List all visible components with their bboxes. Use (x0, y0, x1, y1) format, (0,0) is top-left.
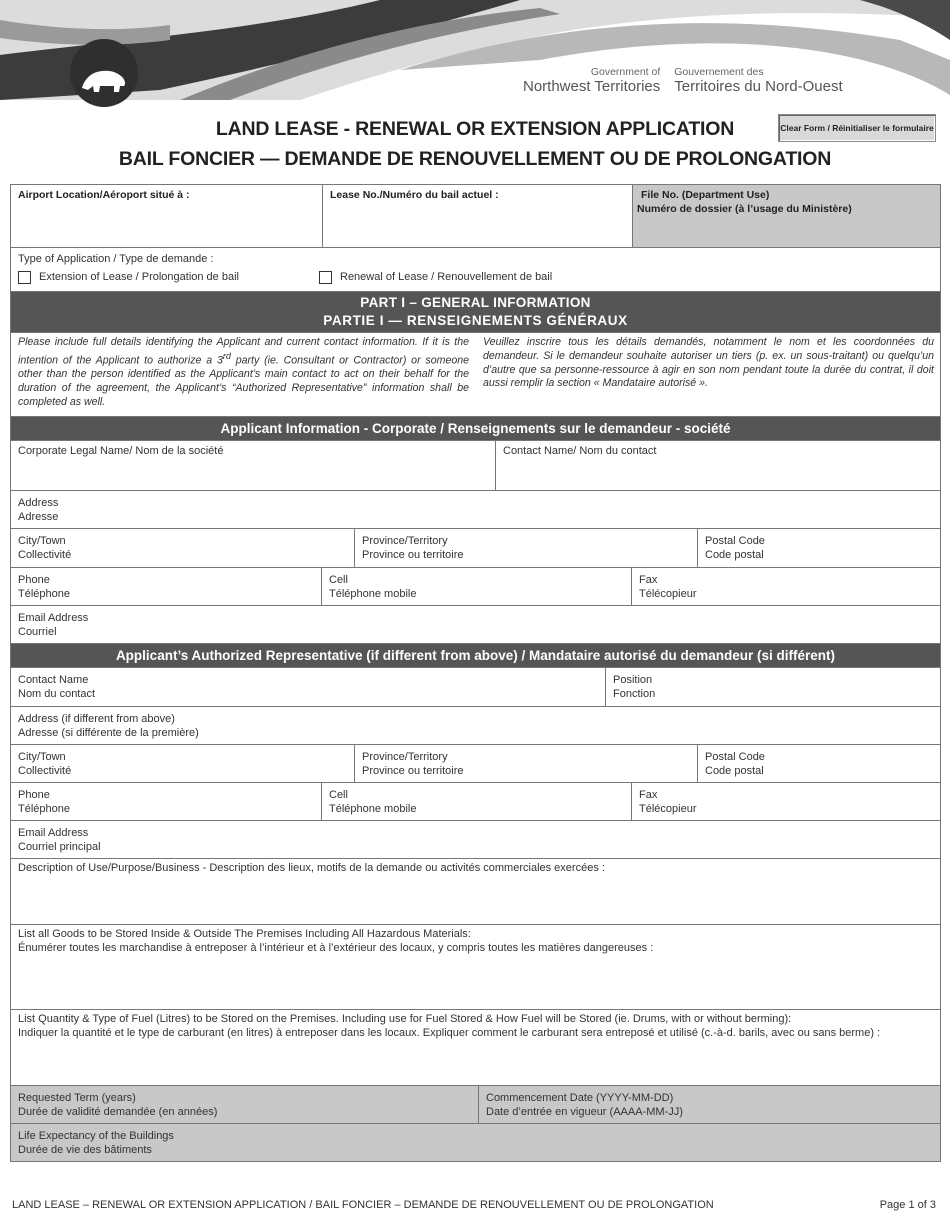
intro-text-en: Please include full details identifying the Applicant and current contact information. If it is the intention of the Applicant to authorize a 3rd party (ie. Consultant or Contractor) or someone other than the person identified as the Applicant’s main contact to act on their behalf for the duration of the agreement, the Applicant’s “Authorized Representative” information shall be completed as well. (18, 336, 470, 408)
term-label-en: Requested Term (years) (18, 1092, 136, 1104)
rep-address-field[interactable] (11, 707, 940, 744)
life-expectancy-field[interactable] (11, 1124, 940, 1161)
life-label-fr: Durée de vie des bâtiments (18, 1144, 152, 1156)
fuel-label-fr: Indiquer la quantité et le type de carburant (en litres) à entreposer dans les locaux. Expliquer comment le carburant sera entreposé et utilisé (c.-à-d. barils, avec ou sans berme) : (18, 1027, 881, 1039)
file-no-label-en: File No. (Department Use) (641, 189, 770, 201)
rep-cell-label-fr: Téléphone mobile (329, 803, 417, 815)
email-label-en: Email Address (18, 612, 89, 624)
email-field[interactable] (11, 606, 940, 643)
rep-postal-label-en: Postal Code (705, 751, 765, 763)
rep-fax-label-fr: Télécopieur (639, 803, 697, 815)
gov-fr-name: Territoires du Nord-Ouest (674, 78, 843, 95)
postal-code-field[interactable] (697, 529, 940, 567)
title-fr: BAIL FONCIER — DEMANDE DE RENOUVELLEMENT OU DE PROLONGATION (118, 148, 832, 170)
rep-phone-field[interactable] (11, 783, 321, 820)
rep-fax-field[interactable] (631, 783, 940, 820)
gov-en-small: Government of (590, 66, 661, 78)
renewal-label: Renewal of Lease / Renouvellement de bail (340, 271, 553, 283)
rep-email-label-en: Email Address (18, 827, 89, 839)
life-label-en: Life Expectancy of the Buildings (18, 1130, 174, 1142)
rep-position-label-fr: Fonction (613, 688, 656, 700)
rep-email-label-fr: Courriel principal (18, 841, 101, 853)
rep-contact-label-fr: Nom du contact (18, 688, 96, 700)
file-no-label-fr: Numéro de dossier (à l’usage du Ministère) (637, 203, 852, 215)
contact-name-field[interactable]: Contact Name/ Nom du contact (495, 441, 940, 490)
phone-label-en: Phone (18, 574, 50, 586)
rep-address-label-en: Address (if different from above) (18, 713, 175, 725)
rep-fax-label-en: Fax (639, 789, 658, 801)
application-form (10, 184, 941, 1162)
phone-label-fr: Téléphone (18, 588, 70, 600)
part1-header (11, 292, 940, 332)
rep-contact-name-field[interactable] (11, 668, 605, 706)
address-field[interactable] (11, 491, 940, 528)
cell-label-en: Cell (329, 574, 348, 586)
phone-field[interactable] (11, 568, 321, 605)
rep-contact-label-en: Contact Name (18, 674, 89, 686)
part1-title-fr: PARTIE I — RENSEIGNEMENTS GÉNÉRAUX (323, 313, 628, 328)
rep-cell-field[interactable] (321, 783, 631, 820)
address-label-en: Address (18, 497, 59, 509)
intro-text-fr: Veuillez inscrire tous les détails demandés, notamment le nom et les coordonnées du demandeur. Si le demandeur souhaite autoriser un tiers (p. ex. un sous-traitant) ou quelqu’un d’autre que sa personne-ressource à agir en son nom pendant toute la durée du contrat, il doit aussi remplir la section « Mandataire autorisé ». (483, 336, 934, 390)
rep-postal-label-fr: Code postal (705, 765, 764, 777)
goods-label-fr: Énumérer toutes les marchandise à entreposer à l’intérieur et à l’extérieur des locaux, y compris toutes les matières dangereuses : (18, 942, 654, 954)
fax-field[interactable] (631, 568, 940, 605)
applicant-section-header: Applicant Information - Corporate / Renseignements sur le demandeur - société (11, 417, 940, 440)
fax-label-en: Fax (639, 574, 658, 586)
application-type-label: Type of Application / Type de demande : (18, 253, 214, 265)
government-wordmark (523, 66, 843, 95)
requested-term-field[interactable] (11, 1086, 478, 1123)
postal-label-en: Postal Code (705, 535, 765, 547)
rep-city-field[interactable] (11, 745, 354, 782)
airport-location-field[interactable]: Airport Location/Aéroport situé à : (18, 189, 190, 201)
city-label-fr: Collectivité (18, 549, 72, 561)
rep-province-field[interactable] (354, 745, 697, 782)
date-label-fr: Date d’entrée en vigueur (AAAA-MM-JJ) (486, 1106, 683, 1118)
rep-phone-label-fr: Téléphone (18, 803, 70, 815)
renewal-checkbox[interactable] (319, 271, 332, 284)
fuel-label-en: List Quantity & Type of Fuel (Litres) to be Stored on the Premises. Including use for Fuel Stored & How Fuel will be Stored (ie. Drums, with or without berming): (18, 1013, 792, 1025)
gov-en-name: Northwest Territories (523, 78, 661, 95)
cell-label-fr: Téléphone mobile (329, 588, 417, 600)
description-field[interactable]: Description of Use/Purpose/Business - Description des lieux, motifs de la demande ou activités commerciales exercées : (18, 862, 605, 874)
postal-label-fr: Code postal (705, 549, 764, 561)
gov-fr-small: Gouvernement des (674, 66, 764, 78)
corporate-legal-name-field[interactable]: Corporate Legal Name/ Nom de la société (18, 445, 224, 457)
extension-label: Extension of Lease / Prolongation de bail (39, 271, 239, 283)
extension-checkbox[interactable] (18, 271, 31, 284)
cell-field[interactable] (321, 568, 631, 605)
footer-text: LAND LEASE – RENEWAL OR EXTENSION APPLICATION / BAIL FONCIER – DEMANDE DE RENOUVELLEMENT OU DE PROLONGATION (12, 1199, 714, 1211)
date-label-en: Commencement Date (YYYY-MM-DD) (486, 1092, 674, 1104)
rep-city-label-en: City/Town (18, 751, 66, 763)
city-label-en: City/Town (18, 535, 66, 547)
rep-province-label-en: Province/Territory (362, 751, 448, 763)
rep-phone-label-en: Phone (18, 789, 50, 801)
lease-number-field[interactable]: Lease No./Numéro du bail actuel : (322, 185, 632, 247)
rep-city-label-fr: Collectivité (18, 765, 72, 777)
clear-form-button[interactable]: Clear Form / Réinitialiser le formulaire (778, 114, 936, 142)
rep-address-label-fr: Adresse (si différente de la première) (18, 727, 199, 739)
goods-label-en: List all Goods to be Stored Inside & Outside The Premises Including All Hazardous Materials: (18, 928, 471, 940)
commencement-date-field[interactable] (478, 1086, 940, 1123)
rep-position-label-en: Position (613, 674, 653, 686)
province-label-en: Province/Territory (362, 535, 448, 547)
city-field[interactable] (11, 529, 354, 567)
rep-postal-code-field[interactable] (697, 745, 940, 782)
fuel-field[interactable] (11, 1010, 940, 1085)
file-number-field[interactable] (632, 185, 940, 247)
rep-email-field[interactable] (11, 821, 940, 858)
province-label-fr: Province ou territoire (362, 549, 464, 561)
rep-province-label-fr: Province ou territoire (362, 765, 464, 777)
goods-field[interactable] (11, 925, 940, 1009)
address-label-fr: Adresse (18, 511, 59, 523)
email-label-fr: Courriel (18, 626, 57, 638)
province-field[interactable] (354, 529, 697, 567)
title-en: LAND LEASE - RENEWAL OR EXTENSION APPLICATION (215, 118, 735, 140)
term-label-fr: Durée de validité demandée (en années) (18, 1106, 218, 1118)
page-number: Page 1 of 3 (879, 1199, 936, 1211)
representative-section-header: Applicant’s Authorized Representative (if different from above) / Mandataire autorisé du demandeur (si différent) (11, 644, 940, 667)
rep-cell-label-en: Cell (329, 789, 348, 801)
part1-title-en: PART I – GENERAL INFORMATION (360, 295, 591, 310)
fax-label-fr: Télécopieur (639, 588, 697, 600)
rep-position-field[interactable] (605, 668, 940, 706)
